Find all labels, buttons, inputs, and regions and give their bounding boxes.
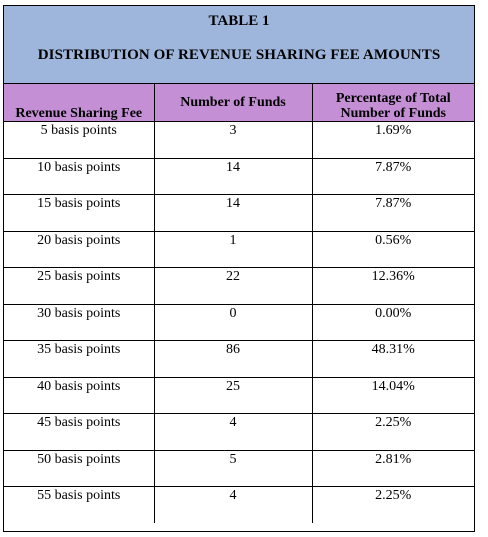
table-row (4, 231, 474, 268)
fund-count-cell-text: 14 (226, 196, 240, 211)
percentage-cell (312, 122, 474, 159)
table-title: TABLE 1 (208, 13, 270, 29)
percentage-cell-text: 1.69% (375, 123, 412, 138)
fee-cell (4, 341, 154, 378)
fee-cell (4, 122, 154, 159)
fee-cell (4, 414, 154, 451)
percentage-cell-text: 7.87% (375, 196, 412, 211)
table-row (4, 268, 474, 305)
percentage-cell (312, 268, 474, 305)
percentage-cell (312, 414, 474, 451)
fund-count-cell (154, 450, 312, 487)
fee-cell (4, 450, 154, 487)
fund-count-cell-text: 4 (229, 488, 237, 503)
fund-count-cell (154, 195, 312, 232)
table-caption (4, 6, 474, 84)
fee-cell-text: 20 basis points (37, 232, 121, 248)
table-row (4, 487, 474, 524)
fund-count-cell (154, 487, 312, 524)
percentage-cell-text: 12.36% (371, 269, 415, 284)
fee-cell-text: 5 basis points (40, 123, 117, 138)
percentage-cell (312, 450, 474, 487)
fee-cell-text: 40 basis points (37, 378, 121, 394)
fee-cell-text: 30 basis points (37, 305, 121, 321)
fund-count-cell-text: 22 (226, 269, 240, 284)
header-row (4, 84, 474, 122)
fund-count-cell (154, 268, 312, 305)
fee-cell-text: 10 basis points (37, 159, 121, 175)
fee-cell (4, 158, 154, 195)
header-revenue-sharing-fee: Revenue Sharing Fee (4, 84, 154, 122)
fund-count-cell (154, 341, 312, 378)
percentage-cell-text: 7.87% (375, 159, 412, 175)
percentage-cell-text: 48.31% (371, 342, 415, 357)
table-row (4, 122, 474, 159)
fund-count-cell (154, 377, 312, 414)
table-row (4, 304, 474, 341)
header-percentage-of-total: Percentage of Total Number of Funds (312, 84, 474, 122)
fee-cell (4, 304, 154, 341)
fund-count-cell-text: 14 (226, 159, 240, 175)
fee-cell-text: 50 basis points (37, 451, 121, 467)
table-row (4, 414, 474, 451)
fee-cell-text: 45 basis points (37, 415, 121, 430)
table-frame (3, 5, 475, 532)
fee-cell-text: 55 basis points (37, 488, 121, 503)
percentage-cell-text: 0.00% (375, 305, 412, 321)
fund-count-cell-text: 3 (229, 123, 237, 138)
fund-count-cell-text: 1 (229, 232, 237, 248)
fund-count-cell-text: 0 (229, 305, 237, 321)
percentage-cell (312, 304, 474, 341)
percentage-cell-text: 2.25% (375, 415, 412, 430)
fund-count-cell-text: 4 (229, 415, 237, 430)
fund-count-cell-text: 5 (229, 451, 237, 467)
fee-cell (4, 377, 154, 414)
table-row (4, 341, 474, 378)
fund-count-cell-text: 86 (226, 342, 240, 357)
percentage-cell-text: 2.25% (375, 488, 412, 503)
fund-count-cell-text: 25 (226, 378, 240, 394)
percentage-cell (312, 341, 474, 378)
table-row (4, 377, 474, 414)
fee-cell (4, 231, 154, 268)
percentage-cell (312, 231, 474, 268)
table-row (4, 158, 474, 195)
fund-count-cell (154, 304, 312, 341)
fund-count-cell (154, 122, 312, 159)
table-body (4, 122, 474, 524)
fee-cell (4, 487, 154, 524)
fee-cell-text: 25 basis points (37, 269, 121, 284)
fee-cell-text: 35 basis points (37, 342, 121, 357)
fee-cell-text: 15 basis points (37, 196, 121, 211)
fund-count-cell (154, 158, 312, 195)
header-number-of-funds: Number of Funds (154, 84, 312, 122)
table-row (4, 195, 474, 232)
percentage-cell (312, 158, 474, 195)
percentage-cell (312, 487, 474, 524)
revenue-sharing-table (4, 84, 474, 523)
percentage-cell-text: 2.81% (375, 451, 412, 467)
table-row (4, 450, 474, 487)
percentage-cell (312, 195, 474, 232)
fund-count-cell (154, 414, 312, 451)
percentage-cell (312, 377, 474, 414)
fund-count-cell (154, 231, 312, 268)
fee-cell (4, 195, 154, 232)
table-subtitle: DISTRIBUTION OF REVENUE SHARING FEE AMOUNTS (37, 47, 441, 63)
percentage-cell-text: 14.04% (371, 378, 415, 394)
percentage-cell-text: 0.56% (375, 232, 412, 248)
fee-cell (4, 268, 154, 305)
